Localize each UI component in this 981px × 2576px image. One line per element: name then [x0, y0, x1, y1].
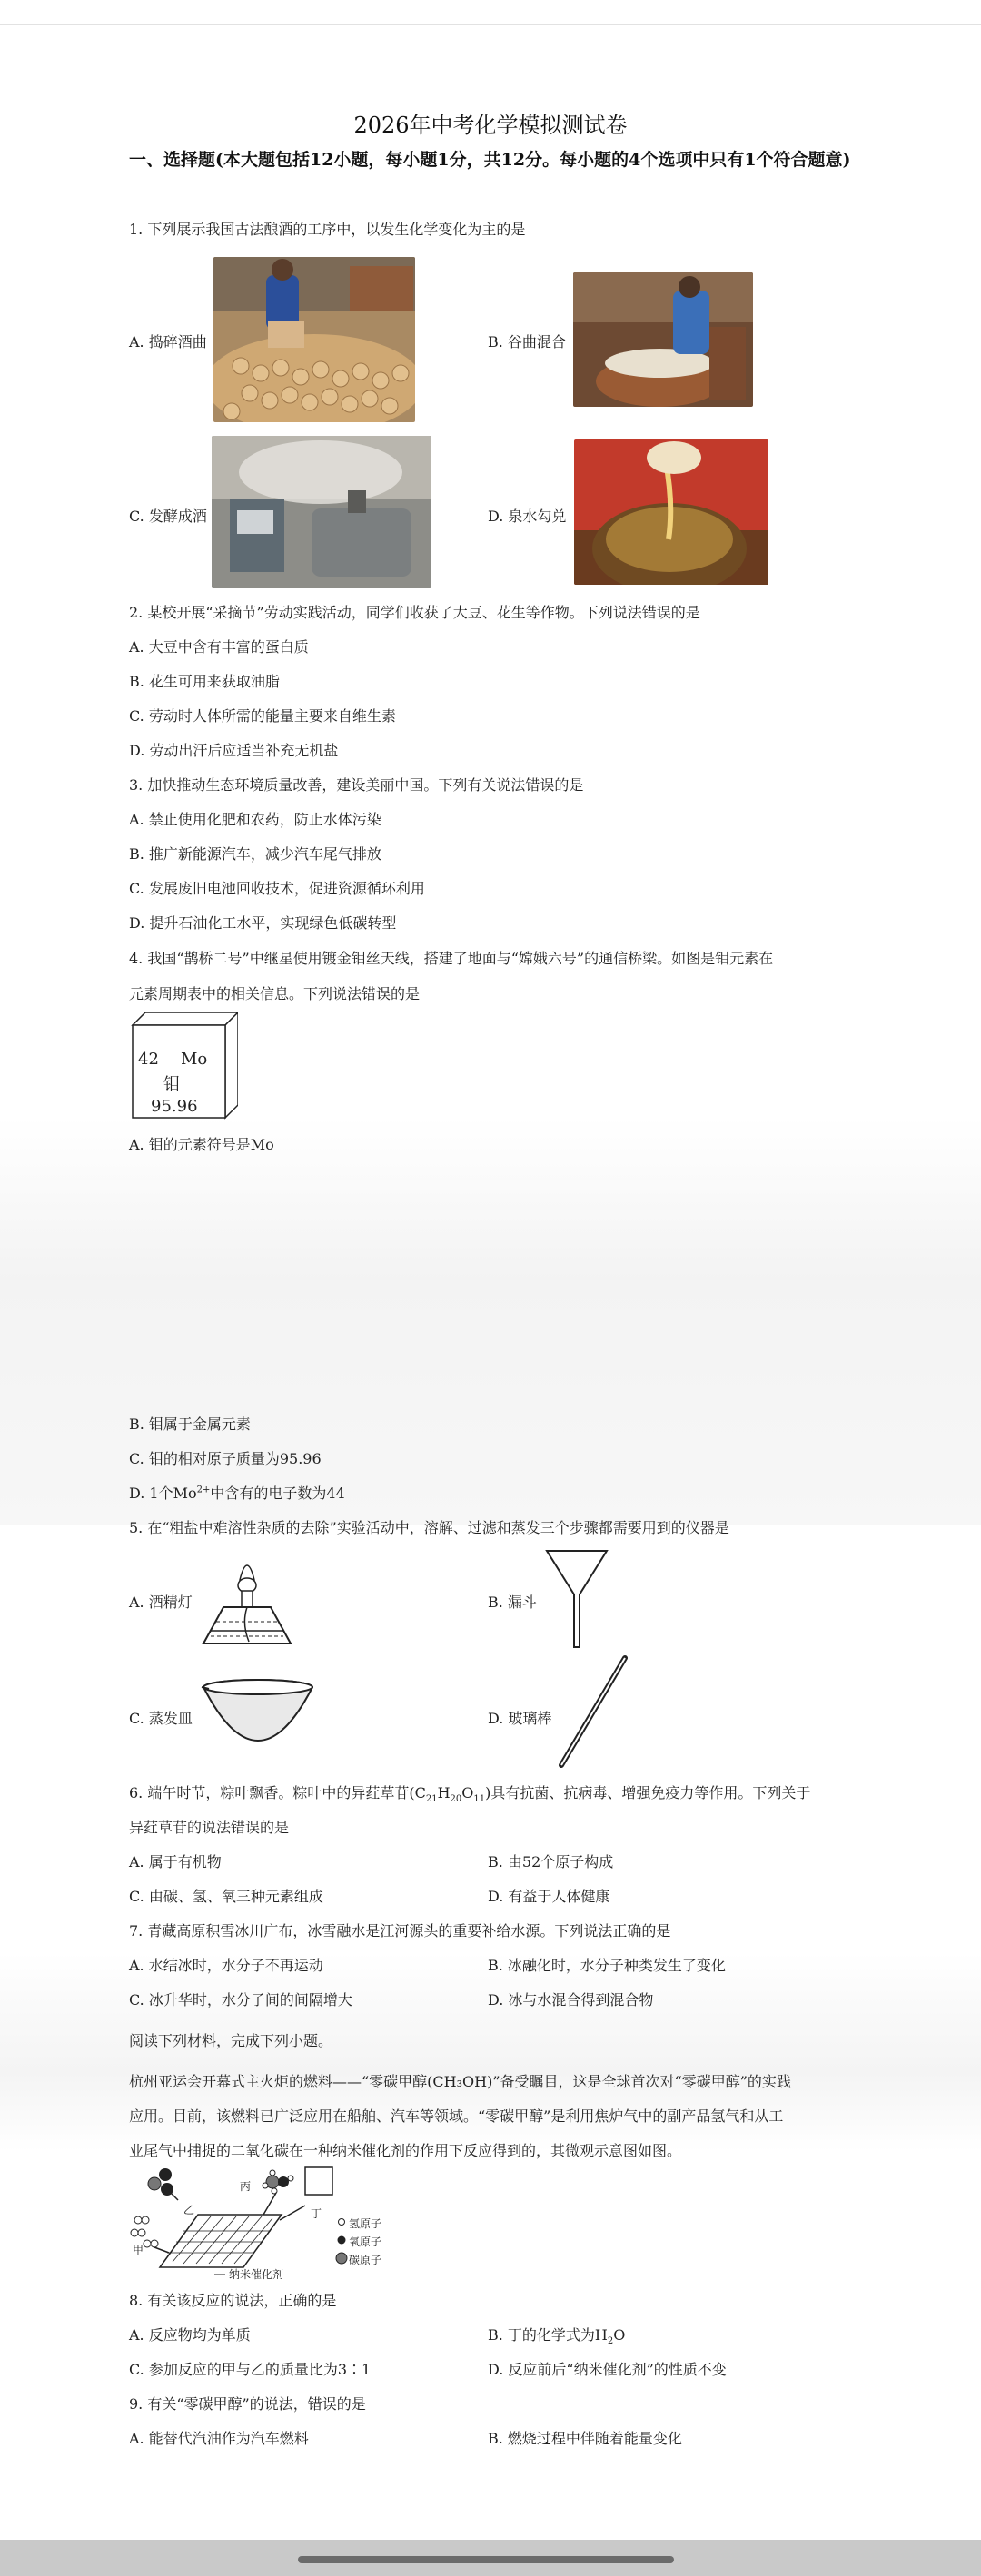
- home-indicator[interactable]: [298, 2556, 674, 2563]
- q6-sub-h: 20: [450, 1794, 462, 1805]
- q6-option-a[interactable]: A. 属于有机物: [129, 1853, 222, 1870]
- q9-option-a[interactable]: A. 能替代汽油作为汽车燃料: [129, 2430, 309, 2447]
- q7-option-b[interactable]: B. 冰融化时，水分子种类发生了变化: [488, 1957, 726, 1974]
- q5-option-d[interactable]: D. 玻璃棒: [488, 1710, 552, 1727]
- q8-option-a[interactable]: A. 反应物均为单质: [129, 2326, 251, 2344]
- q2-option-b[interactable]: B. 花生可用来获取油脂: [129, 673, 280, 690]
- legend-carbon: 碳原子: [349, 2254, 382, 2266]
- q1-photo-d: [574, 439, 768, 585]
- q4-stem-line2: 元素周期表中的相关信息。下列说法错误的是: [129, 985, 421, 1002]
- q4-option-b[interactable]: B. 钼属于金属元素: [129, 1416, 251, 1433]
- q1-option-a[interactable]: A. 捣碎酒曲: [129, 333, 207, 350]
- element-number: 42: [138, 1050, 159, 1069]
- q8-b-post: O: [613, 2326, 626, 2344]
- q1-photo-a: [213, 257, 415, 422]
- q5-stem: 5. 在“粗盐中难溶性杂质的去除”实验活动中，溶解、过滤和蒸发三个步骤都需要用到的仪器是: [129, 1519, 729, 1536]
- legend-hydrogen: 氢原子: [349, 2217, 382, 2230]
- reading-line2: 应用。目前，该燃料已广泛应用在船舶、汽车等领域。“零碳甲醇”是利用焦炉气中的副产品氢气和从工: [129, 2107, 784, 2125]
- element-symbol: Mo: [181, 1050, 208, 1069]
- q6-sub-o: 11: [473, 1794, 486, 1805]
- q3-stem: 3. 加快推动生态环境质量改善，建设美丽中国。下列有关说法错误的是: [129, 776, 584, 794]
- q4-option-d[interactable]: [129, 1482, 345, 1503]
- evaporating-dish-icon: [198, 1676, 316, 1747]
- q4-stem-line1: 4. 我国“鹊桥二号”中继星使用镀金钼丝天线，搭建了地面与“嫦娥六号”的通信桥梁。如图是钼元素在: [129, 950, 774, 967]
- q5-option-a[interactable]: A. 酒精灯: [129, 1594, 193, 1611]
- q6-stem-post: )具有抗菌、抗病毒、增强免疫力等作用。下列关于: [485, 1784, 811, 1801]
- q4-d-sup: 2+: [196, 1485, 211, 1495]
- q3-option-d[interactable]: D. 提升石油化工水平，实现绿色低碳转型: [129, 914, 397, 932]
- element-name: 钼: [164, 1075, 180, 1094]
- q6-h: H: [437, 1784, 451, 1801]
- q6-stem-line2: 异荭草苷的说法错误的是: [129, 1819, 290, 1836]
- reading-intro: 阅读下列材料，完成下列小题。: [129, 2032, 333, 2049]
- section-heading: 一、选择题(本大题包括12小题，每小题1分，共12分。每小题的4个选项中只有1个符合题意): [129, 150, 851, 170]
- reading-line3: 业尾气中捕捉的二氧化碳在一种纳米催化剂的作用下反应得到的，其微观示意图如图。: [129, 2142, 682, 2159]
- q8-option-d[interactable]: D. 反应前后“纳米催化剂”的性质不变: [488, 2361, 727, 2378]
- q6-stem-line1: [129, 1781, 810, 1804]
- q3-option-b[interactable]: B. 推广新能源汽车，减少汽车尾气排放: [129, 845, 382, 863]
- q6-o: O: [461, 1784, 474, 1801]
- alcohol-lamp-icon: [196, 1542, 298, 1649]
- q7-option-a[interactable]: A. 水结冰时，水分子不再运动: [129, 1957, 323, 1974]
- q1-stem: 1. 下列展示我国古法酿酒的工序中，以发生化学变化为主的是: [129, 221, 526, 238]
- q7-option-c[interactable]: C. 冰升华时，水分子间的间隔增大: [129, 1991, 352, 2008]
- legend-oxygen: 氧原子: [349, 2235, 382, 2248]
- q1-option-c[interactable]: C. 发酵成酒: [129, 508, 207, 525]
- q7-option-d[interactable]: D. 冰与水混合得到混合物: [488, 1991, 654, 2008]
- q8-option-c[interactable]: C. 参加反应的甲与乙的质量比为3∶1: [129, 2361, 372, 2378]
- q3-option-c[interactable]: C. 发展废旧电池回收技术，促进资源循环利用: [129, 880, 425, 897]
- diagram-label-bing: 丙: [240, 2180, 252, 2193]
- element-mass: 95.96: [151, 1097, 198, 1116]
- q8-stem: 8. 有关该反应的说法，正确的是: [129, 2292, 337, 2309]
- q8-b-sub: 2: [607, 2336, 614, 2347]
- reading-line1: 杭州亚运会开幕式主火炬的燃料——“零碳甲醇(CH₃OH)”备受瞩目，这是全球首次对“零碳甲醇”的实践: [129, 2073, 791, 2090]
- q1-option-d[interactable]: D. 泉水勾兑: [488, 508, 567, 525]
- q1-photo-c: [212, 436, 431, 588]
- q5-option-c[interactable]: C. 蒸发皿: [129, 1710, 193, 1727]
- glass-rod-icon: [554, 1653, 630, 1771]
- q6-option-c[interactable]: C. 由碳、氢、氧三种元素组成: [129, 1888, 323, 1905]
- q1-option-b[interactable]: B. 谷曲混合: [488, 333, 566, 350]
- exam-title: 2026年中考化学模拟测试卷: [353, 113, 628, 138]
- diagram-label-catalyst: 纳米催化剂: [229, 2268, 284, 2281]
- q4-d-pre: D. 1个Mo: [129, 1485, 197, 1502]
- q7-stem: 7. 青藏高原积雪冰川广布，冰雪融水是江河源头的重要补给水源。下列说法正确的是: [129, 1922, 671, 1939]
- funnel-icon: [543, 1547, 610, 1651]
- q9-option-b[interactable]: B. 燃烧过程中伴随着能量变化: [488, 2430, 682, 2447]
- diagram-label-yi: 乙: [183, 2204, 195, 2216]
- q2-option-a[interactable]: A. 大豆中含有丰富的蛋白质: [129, 638, 309, 656]
- q6-sub-c: 21: [425, 1794, 438, 1805]
- q8-b-pre: B. 丁的化学式为H: [488, 2326, 608, 2344]
- q4-d-post: 中含有的电子数为44: [210, 1485, 345, 1502]
- q9-stem: 9. 有关“零碳甲醇”的说法，错误的是: [129, 2395, 366, 2413]
- q1-photo-b: [573, 272, 753, 407]
- diagram-label-ding: 丁: [311, 2207, 322, 2220]
- q2-stem: 2. 某校开展“采摘节”劳动实践活动，同学们收获了大豆、花生等作物。下列说法错误的是: [129, 604, 700, 621]
- q2-option-d[interactable]: D. 劳动出汗后应适当补充无机盐: [129, 742, 339, 759]
- diagram-label-jia: 甲: [133, 2244, 144, 2256]
- q4-option-c[interactable]: C. 钼的相对原子质量为95.96: [129, 1450, 322, 1467]
- q4-option-a[interactable]: A. 钼的元素符号是Mo: [129, 1136, 274, 1153]
- q8-option-b[interactable]: [488, 2324, 625, 2346]
- q3-option-a[interactable]: A. 禁止使用化肥和农药，防止水体污染: [129, 811, 382, 828]
- top-divider: [0, 24, 981, 25]
- q6-stem-pre: 6. 端午时节，粽叶飘香。粽叶中的异荭草苷(C: [129, 1784, 426, 1801]
- q2-option-c[interactable]: C. 劳动时人体所需的能量主要来自维生素: [129, 707, 396, 725]
- q6-option-d[interactable]: D. 有益于人体健康: [488, 1888, 610, 1905]
- q6-option-b[interactable]: B. 由52个原子构成: [488, 1853, 614, 1870]
- q5-option-b[interactable]: B. 漏斗: [488, 1594, 537, 1611]
